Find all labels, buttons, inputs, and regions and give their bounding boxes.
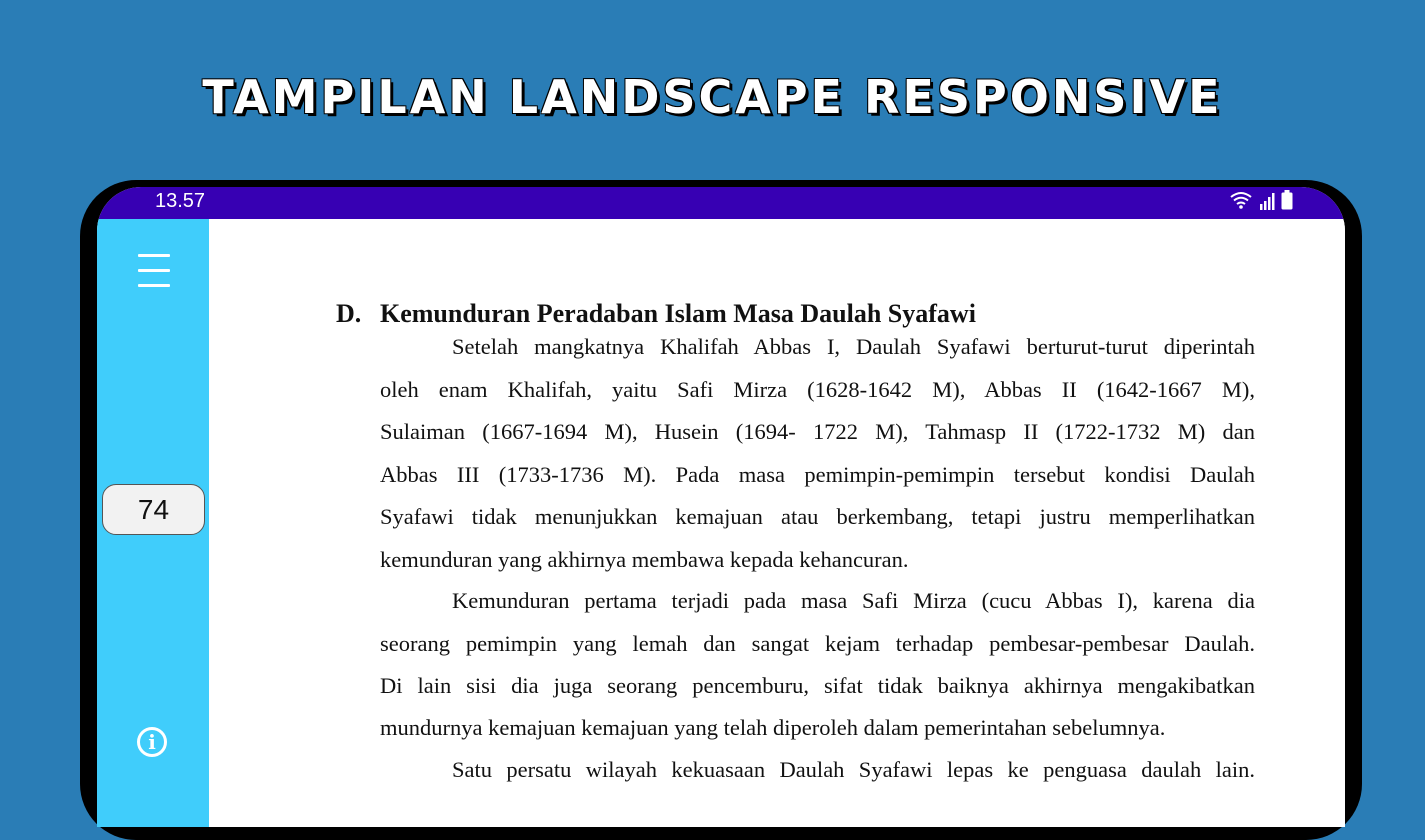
banner-title: TAMPILAN LANDSCAPE RESPONSIVE	[202, 70, 1223, 124]
status-bar	[97, 187, 1345, 219]
page-number-field[interactable]: 74	[102, 484, 205, 535]
text-line: oleh enam Khalifah, yaitu Safi Mirza (1628-1642 M), Abbas II (1642-1667 M),	[380, 377, 1255, 402]
phone-frame	[80, 180, 1362, 840]
text-line: Di lain sisi dia juga seorang pencemburu, sifat tidak baiknya akhirnya mengakibatkan	[380, 673, 1255, 698]
section-heading	[336, 299, 976, 329]
status-icons	[1229, 192, 1293, 214]
document-page	[209, 219, 1345, 827]
text-line: mundurnya kemajuan kemajuan yang telah diperoleh dalam pemerintahan sebelumnya.	[380, 715, 1166, 740]
sidebar	[97, 219, 209, 827]
text-line: Setelah mangkatnya Khalifah Abbas I, Daulah Syafawi berturut-turut diperintah	[452, 334, 1255, 359]
battery-icon	[1281, 190, 1293, 214]
wifi-icon	[1229, 190, 1253, 214]
text-line: Sulaiman (1667-1694 M), Husein (1694- 1722 M), Tahmasp II (1722-1732 M) dan	[380, 419, 1255, 444]
signal-icon	[1259, 192, 1275, 214]
text-line: Abbas III (1733-1736 M). Pada masa pemimpin-pemimpin tersebut kondisi Daulah	[380, 462, 1255, 487]
section-title: Kemunduran Peradaban Islam Masa Daulah Syafawi	[380, 299, 976, 328]
text-line: Satu persatu wilayah kekuasaan Daulah Syafawi lepas ke penguasa daulah lain.	[452, 757, 1255, 782]
hamburger-menu-icon[interactable]	[138, 254, 170, 290]
text-line: Kemunduran pertama terjadi pada masa Safi Mirza (cucu Abbas I), karena dia	[452, 588, 1255, 613]
status-time: 13.57	[155, 190, 206, 212]
section-number: D.	[336, 299, 362, 328]
text-line: seorang pemimpin yang lemah dan sangat kejam terhadap pembesar-pembesar Daulah.	[380, 631, 1255, 656]
info-icon[interactable]: i	[137, 727, 167, 757]
text-line: Syafawi tidak menunjukkan kemajuan atau berkembang, tetapi justru memperlihatkan	[380, 504, 1255, 529]
app-screen	[97, 187, 1345, 827]
text-line: kemunduran yang akhirnya membawa kepada kehancuran.	[380, 547, 909, 572]
